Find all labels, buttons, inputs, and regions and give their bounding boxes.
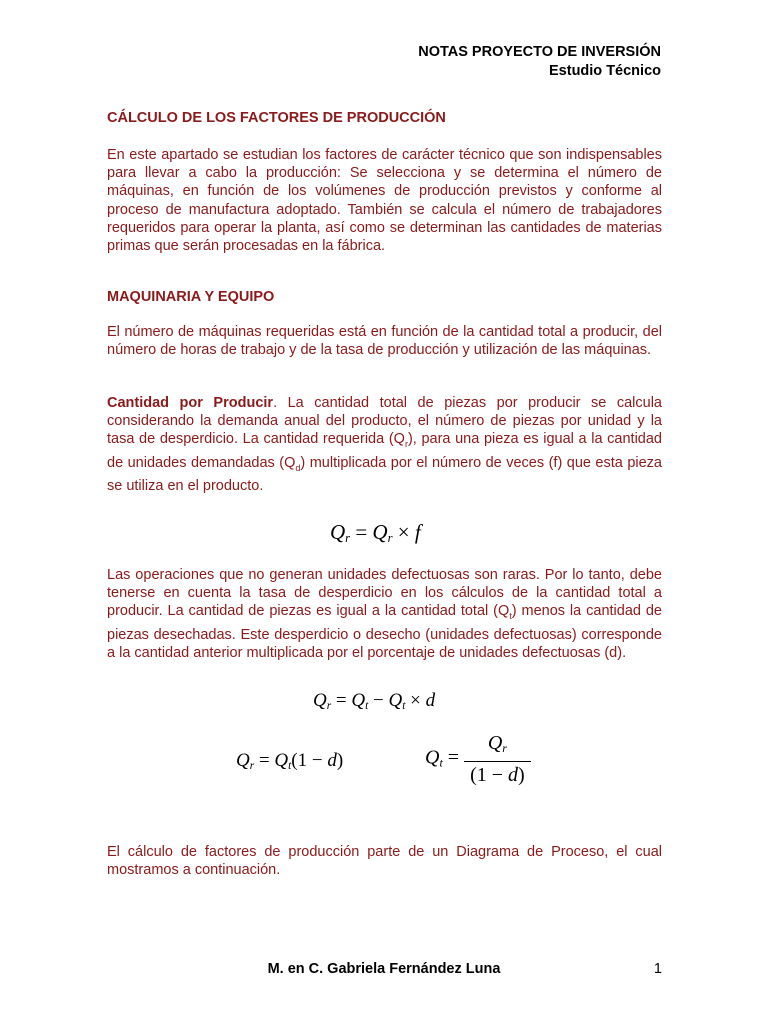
sub-t: t [402,700,406,712]
paren-close: ) [336,750,344,771]
paragraph-text: ), para una pieza es igual a la cantidad de unidades demandadas (Q [107,431,662,471]
op-times: × [405,690,426,711]
subscript: r [404,439,408,450]
paragraph-text: ) menos la cantidad de piezas desechadas. Este desperdicio o desecho (unidades defectuosas) corresponde a la cantidad anterior multiplicada por el porcentaje de unidades defectuosas (d). [107,603,662,661]
paragraph-maquinas: El número de máquinas requeridas está en función de la cantidad total a producir, del número de horas de trabajo y de la tasa de producción y utilización de las máquinas. [107,324,662,359]
sub-r: r [345,531,351,545]
paragraph-intro: En este apartado se estudian los factores de carácter técnico que son indispensables para llevar a cabo la producción: Se selecciona y se determina el número de máquinas, en función de los volúmenes de producción previstos y conforme al proceso de manufactura adoptado. También se calcula el número de trabajadores requeridos para operar la planta, así como se determinan las cantidades de materias primas que serán procesadas en la fábrica. [107,147,662,255]
term-cantidad-por-producir: Cantidad por Producir [107,395,274,411]
paragraph-diagrama: El cálculo de factores de producción parte de un Diagrama de Proceso, el cual mostramos a continuación. [107,844,662,879]
equation-qt-fraction [425,730,531,788]
sub-t: t [365,700,369,712]
paragraph-text: . La cantidad total de piezas por producir se calcula considerando la demanda anual del producto, el número de piezas por unidad y la tasa de desperdicio. La cantidad requerida (Q [107,395,662,448]
op-eq: = [442,746,465,769]
paren-close: ) [518,764,525,786]
var-q: Q [330,520,346,544]
sub-r: r [249,760,255,772]
var-q: Q [313,690,327,711]
fraction-numerator [464,730,531,762]
var-f: f [414,520,421,544]
header-subtitle: Estudio Técnico [549,63,661,79]
fraction-denominator [464,762,531,788]
op-one-minus: (1 − [291,750,328,771]
footer-page-number: 1 [653,961,662,977]
subscript: t [509,611,512,622]
section-heading-maquinaria: MAQUINARIA Y EQUIPO [107,289,275,305]
equation-qr-qt-d [313,690,435,712]
var-q: Q [236,750,250,771]
op-times: × [392,520,415,544]
op-eq: = [254,750,275,771]
var-q: Q [388,690,403,711]
op-minus: − [368,690,389,711]
sub-r: r [326,700,332,712]
equation-qr-factored [236,750,343,772]
op-eq: = [331,690,352,711]
var-d: d [327,750,337,771]
paragraph-cantidad [107,394,662,495]
var-q: Q [372,520,388,544]
paragraph-text: ) multiplicada por el número de veces (f) que esta pieza se utiliza en el producto. [107,454,662,494]
var-d: d [508,764,519,786]
header-title: NOTAS PROYECTO DE INVERSIÓN [418,44,661,60]
section-heading-calculo: CÁLCULO DE LOS FACTORES DE PRODUCCIÓN [107,110,446,126]
sub-r: r [387,531,393,545]
fraction [464,730,531,788]
var-q: Q [274,750,289,771]
var-q: Q [487,732,503,754]
sub-t: t [288,760,292,772]
footer-author: M. en C. Gabriela Fernández Luna [267,961,501,977]
sub-r: r [502,741,507,755]
op-eq: = [350,520,373,544]
subscript: d [295,462,301,473]
var-q: Q [351,690,366,711]
sub-t: t [439,755,443,770]
op-one-minus: (1 − [470,764,509,786]
var-q: Q [425,746,440,769]
paragraph-text: Las operaciones que no generan unidades defectuosas son raras. Por lo tanto, debe tenerse en cuenta la tasa de desperdicio en los cálculos de la cantidad total a producir. La cantidad de piezas es igual a la cantidad total (Q [107,567,662,620]
var-d: d [425,690,436,711]
equation-qr-f [330,520,421,546]
paragraph-desperdicio [107,566,662,662]
